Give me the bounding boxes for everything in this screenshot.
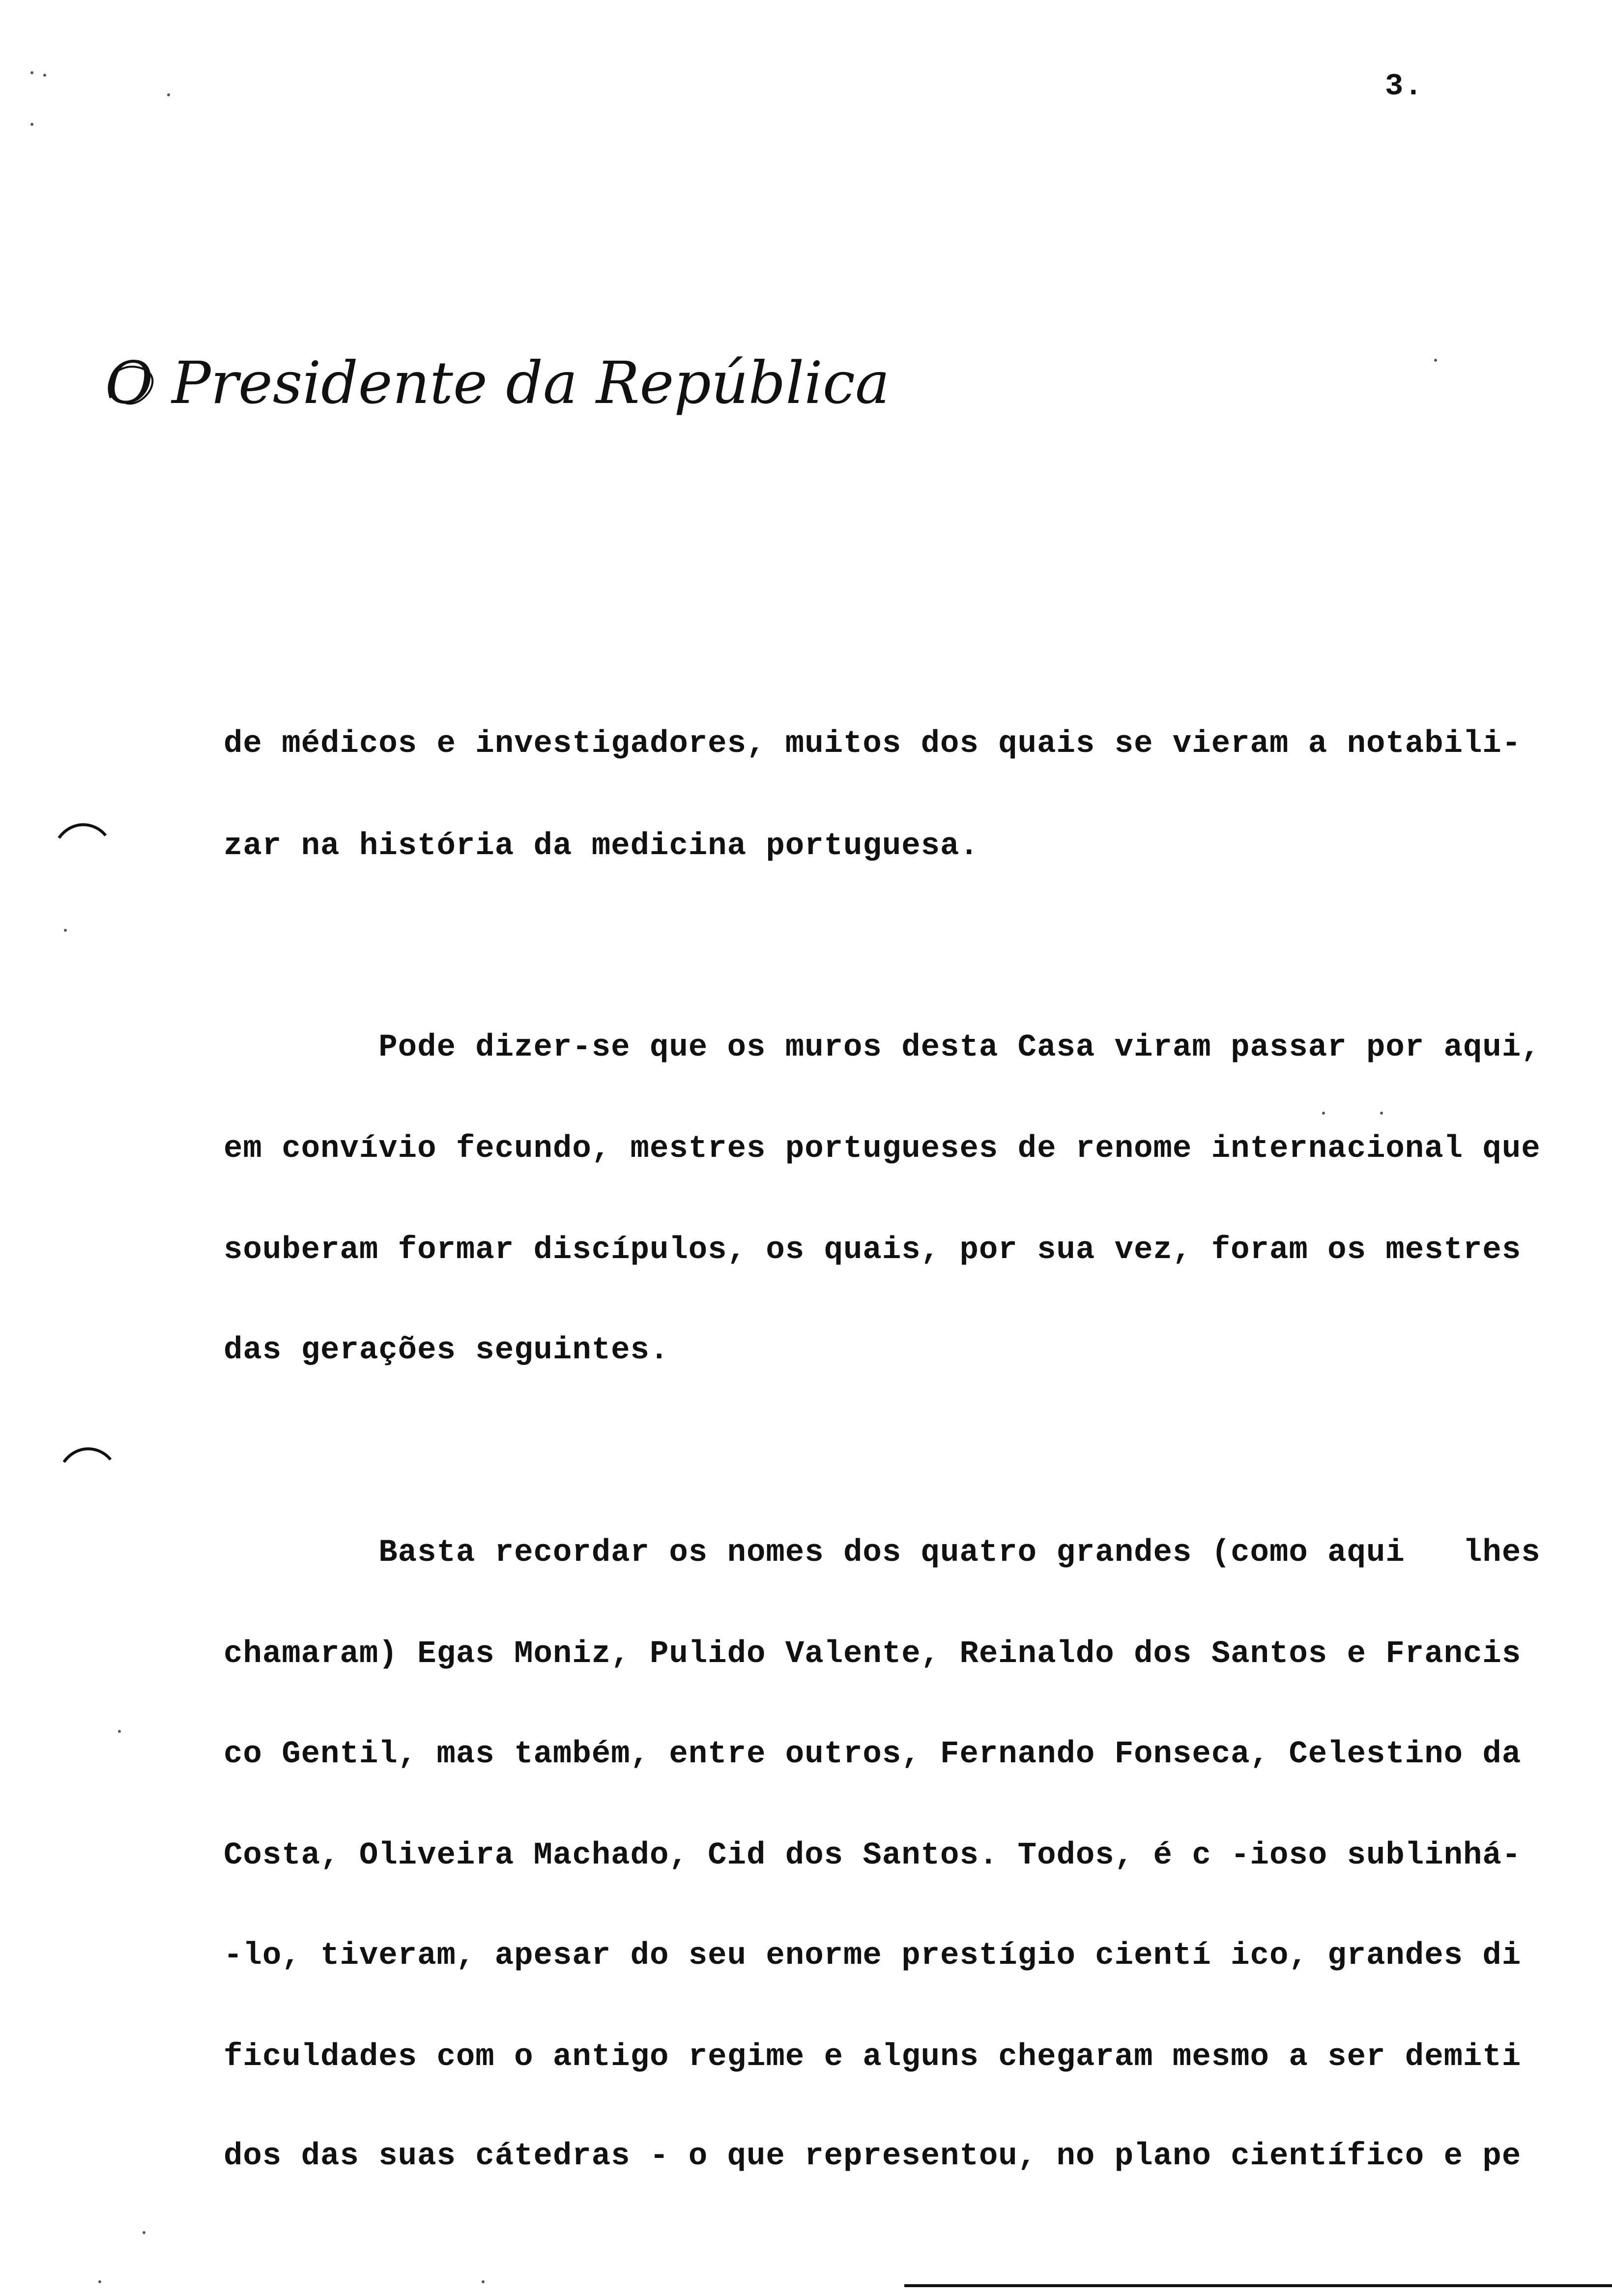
scan-speck xyxy=(64,929,67,932)
scan-speck xyxy=(143,2231,145,2234)
text-line: em convívio fecundo, mestres portugueses de renome internacional que xyxy=(224,1131,1541,1167)
scan-speck xyxy=(118,1730,121,1733)
scan-speck xyxy=(1322,1112,1325,1115)
letterhead-text: O Presidente da República xyxy=(106,349,890,417)
text-line: co Gentil, mas também, entre outros, Fernando Fonseca, Celestino da xyxy=(224,1737,1522,1772)
scan-speck xyxy=(43,74,46,77)
scan-speck xyxy=(1380,1112,1383,1115)
text-line: Pode dizer-se que os muros desta Casa viram passar por aqui, xyxy=(224,1030,1541,1065)
letterhead-signature xyxy=(96,339,890,437)
scan-speck xyxy=(167,93,170,96)
text-line: Basta recordar os nomes dos quatro grandes (como aqui lhes xyxy=(224,1535,1541,1571)
scan-speck xyxy=(1434,359,1437,362)
scan-speck xyxy=(482,2280,485,2283)
scan-speck xyxy=(30,71,33,74)
punch-hole-mark xyxy=(59,1440,118,1469)
text-line: chamaram) Egas Moniz, Pulido Valente, Reinaldo dos Santos e Francis xyxy=(224,1636,1522,1672)
text-line: ficuldades com o antigo regime e alguns chegaram mesmo a ser demiti xyxy=(224,2039,1522,2075)
scan-speck xyxy=(30,123,33,126)
text-line: zar na história da medicina portuguesa. xyxy=(224,829,979,864)
page-number: 3. xyxy=(1385,69,1424,104)
text-line: dos das suas cátedras - o que representou, no plano científico e pe xyxy=(224,2139,1522,2174)
punch-hole-mark xyxy=(54,816,113,845)
scan-edge-line xyxy=(904,2284,1612,2287)
text-line: de médicos e investigadores, muitos dos quais se vieram a notabili- xyxy=(224,726,1522,762)
text-line: das gerações seguintes. xyxy=(224,1333,669,1368)
scan-speck xyxy=(98,2280,101,2283)
text-line: Costa, Oliveira Machado, Cid dos Santos. Todos, é c -ioso sublinhá- xyxy=(224,1838,1522,1873)
text-line: -lo, tiveram, apesar do seu enorme prestígio cientí ico, grandes di xyxy=(224,1938,1522,1974)
text-line: souberam formar discípulos, os quais, por sua vez, foram os mestres xyxy=(224,1233,1522,1268)
